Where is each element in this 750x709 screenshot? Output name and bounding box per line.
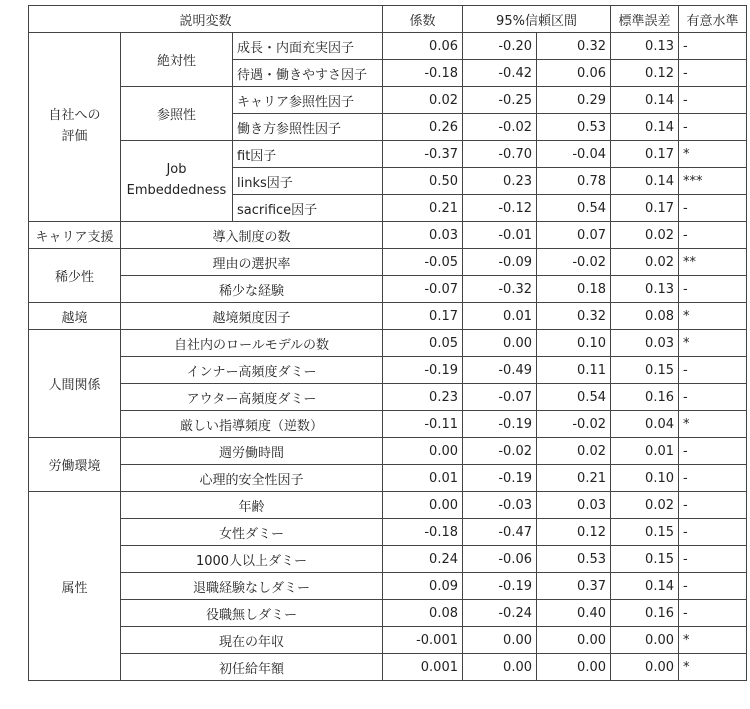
- row-ci-lower: -0.02: [463, 114, 537, 141]
- row-label: 理由の選択率: [121, 249, 383, 276]
- row-ci-upper: 0.32: [537, 33, 611, 60]
- row-sig: -: [679, 465, 747, 492]
- table-row: [29, 330, 747, 357]
- row-coef: -0.11: [383, 411, 463, 438]
- row-label: 現在の年収: [121, 627, 383, 654]
- row-sig: *: [679, 141, 747, 168]
- row-ci-lower: -0.42: [463, 60, 537, 87]
- row-coef: 0.00: [383, 438, 463, 465]
- row-coef: -0.18: [383, 60, 463, 87]
- header-ci: 95%信頼区間: [463, 6, 611, 33]
- group-relations: 人間関係: [29, 330, 121, 438]
- row-sig: **: [679, 249, 747, 276]
- row-label: fit因子: [233, 141, 383, 168]
- row-ci-lower: -0.70: [463, 141, 537, 168]
- row-label: 年齢: [121, 492, 383, 519]
- row-ci-upper: 0.00: [537, 627, 611, 654]
- row-label: 役職無しダミー: [121, 600, 383, 627]
- row-coef: 0.23: [383, 384, 463, 411]
- row-label: インナー高頻度ダミー: [121, 357, 383, 384]
- row-ci-upper: 0.02: [537, 438, 611, 465]
- row-sig: *: [679, 627, 747, 654]
- row-se: 0.14: [611, 87, 679, 114]
- regression-table: [28, 5, 747, 681]
- row-coef: 0.06: [383, 33, 463, 60]
- table-row: [29, 33, 747, 60]
- row-ci-upper: 0.00: [537, 654, 611, 681]
- group-self-eval: [29, 33, 121, 222]
- row-sig: ***: [679, 168, 747, 195]
- row-sig: -: [679, 384, 747, 411]
- row-sig: -: [679, 195, 747, 222]
- row-label: 自社内のロールモデルの数: [121, 330, 383, 357]
- subgroup-job-embeddedness: [121, 141, 233, 222]
- row-coef: 0.00: [383, 492, 463, 519]
- row-ci-lower: -0.02: [463, 438, 537, 465]
- row-se: 0.16: [611, 384, 679, 411]
- row-ci-upper: 0.32: [537, 303, 611, 330]
- row-se: 0.15: [611, 519, 679, 546]
- row-label: アウター高頻度ダミー: [121, 384, 383, 411]
- row-ci-upper: 0.07: [537, 222, 611, 249]
- table-row: [29, 654, 747, 681]
- table-row: [29, 492, 747, 519]
- row-ci-upper: 0.06: [537, 60, 611, 87]
- row-se: 0.08: [611, 303, 679, 330]
- row-coef: 0.26: [383, 114, 463, 141]
- row-coef: -0.07: [383, 276, 463, 303]
- row-sig: -: [679, 60, 747, 87]
- subgroup-reference: 参照性: [121, 87, 233, 141]
- row-se: 0.04: [611, 411, 679, 438]
- row-ci-upper: 0.18: [537, 276, 611, 303]
- table-row: [29, 222, 747, 249]
- row-ci-lower: 0.00: [463, 330, 537, 357]
- regression-table-container: [28, 5, 747, 681]
- table-row: [29, 546, 747, 573]
- row-label: 1000人以上ダミー: [121, 546, 383, 573]
- header-sig: 有意水準: [679, 6, 747, 33]
- row-ci-lower: -0.47: [463, 519, 537, 546]
- row-coef: 0.09: [383, 573, 463, 600]
- row-coef: -0.001: [383, 627, 463, 654]
- row-se: 0.15: [611, 357, 679, 384]
- row-ci-lower: -0.01: [463, 222, 537, 249]
- row-ci-lower: 0.00: [463, 627, 537, 654]
- row-ci-upper: 0.29: [537, 87, 611, 114]
- row-ci-lower: -0.19: [463, 465, 537, 492]
- row-se: 0.10: [611, 465, 679, 492]
- row-ci-upper: 0.53: [537, 546, 611, 573]
- row-se: 0.03: [611, 330, 679, 357]
- table-row: [29, 276, 747, 303]
- row-sig: *: [679, 654, 747, 681]
- row-ci-lower: -0.32: [463, 276, 537, 303]
- subgroup-je-line2: Embeddedness: [126, 183, 227, 198]
- group-attributes: 属性: [29, 492, 121, 681]
- row-label: 成長・内面充実因子: [233, 33, 383, 60]
- row-label: 待遇・働きやすさ因子: [233, 60, 383, 87]
- row-se: 0.16: [611, 600, 679, 627]
- row-se: 0.15: [611, 546, 679, 573]
- row-ci-lower: 0.01: [463, 303, 537, 330]
- row-coef: 0.001: [383, 654, 463, 681]
- row-ci-lower: -0.25: [463, 87, 537, 114]
- group-self-eval-line2: 評価: [61, 129, 88, 144]
- row-label: 退職経験なしダミー: [121, 573, 383, 600]
- table-row: [29, 627, 747, 654]
- row-ci-upper: 0.12: [537, 519, 611, 546]
- row-label: 厳しい指導頻度（逆数）: [121, 411, 383, 438]
- row-coef: 0.17: [383, 303, 463, 330]
- row-label: links因子: [233, 168, 383, 195]
- row-se: 0.12: [611, 60, 679, 87]
- row-coef: 0.24: [383, 546, 463, 573]
- row-se: 0.00: [611, 627, 679, 654]
- row-coef: -0.05: [383, 249, 463, 276]
- row-coef: 0.50: [383, 168, 463, 195]
- row-sig: -: [679, 33, 747, 60]
- row-label: 週労働時間: [121, 438, 383, 465]
- table-row: [29, 141, 747, 168]
- row-ci-upper: 0.54: [537, 384, 611, 411]
- header-row: [29, 6, 747, 33]
- table-row: [29, 438, 747, 465]
- row-se: 0.00: [611, 654, 679, 681]
- row-sig: -: [679, 519, 747, 546]
- row-ci-upper: 0.78: [537, 168, 611, 195]
- table-row: [29, 573, 747, 600]
- header-variable: 説明変数: [29, 6, 383, 33]
- row-ci-upper: 0.21: [537, 465, 611, 492]
- row-se: 0.01: [611, 438, 679, 465]
- row-coef: -0.19: [383, 357, 463, 384]
- row-ci-upper: 0.37: [537, 573, 611, 600]
- group-career-support: キャリア支援: [29, 222, 121, 249]
- table-row: [29, 357, 747, 384]
- row-label: キャリア参照性因子: [233, 87, 383, 114]
- header-se: 標準誤差: [611, 6, 679, 33]
- row-coef: 0.21: [383, 195, 463, 222]
- row-sig: *: [679, 303, 747, 330]
- row-coef: 0.05: [383, 330, 463, 357]
- subgroup-je-line1: Job: [166, 162, 187, 178]
- row-ci-upper: 0.53: [537, 114, 611, 141]
- row-coef: 0.03: [383, 222, 463, 249]
- row-se: 0.02: [611, 222, 679, 249]
- row-se: 0.17: [611, 195, 679, 222]
- row-ci-lower: -0.49: [463, 357, 537, 384]
- row-label: sacrifice因子: [233, 195, 383, 222]
- row-ci-lower: -0.09: [463, 249, 537, 276]
- row-sig: -: [679, 276, 747, 303]
- row-sig: -: [679, 573, 747, 600]
- row-se: 0.13: [611, 276, 679, 303]
- header-coef: 係数: [383, 6, 463, 33]
- row-sig: -: [679, 492, 747, 519]
- row-se: 0.14: [611, 114, 679, 141]
- row-ci-lower: -0.20: [463, 33, 537, 60]
- row-ci-lower: -0.06: [463, 546, 537, 573]
- row-se: 0.13: [611, 33, 679, 60]
- row-label: 稀少な経験: [121, 276, 383, 303]
- group-rarity: 稀少性: [29, 249, 121, 303]
- table-row: [29, 249, 747, 276]
- row-se: 0.14: [611, 168, 679, 195]
- row-sig: -: [679, 546, 747, 573]
- row-ci-upper: 0.11: [537, 357, 611, 384]
- row-ci-upper: -0.02: [537, 411, 611, 438]
- row-coef: 0.02: [383, 87, 463, 114]
- row-sig: -: [679, 438, 747, 465]
- group-boundary: 越境: [29, 303, 121, 330]
- row-coef: -0.37: [383, 141, 463, 168]
- row-ci-lower: -0.19: [463, 411, 537, 438]
- row-ci-lower: -0.24: [463, 600, 537, 627]
- row-se: 0.02: [611, 249, 679, 276]
- row-ci-lower: -0.12: [463, 195, 537, 222]
- row-sig: -: [679, 87, 747, 114]
- row-coef: -0.18: [383, 519, 463, 546]
- row-label: 初任給年額: [121, 654, 383, 681]
- row-label: 女性ダミー: [121, 519, 383, 546]
- row-ci-upper: -0.02: [537, 249, 611, 276]
- table-row: [29, 303, 747, 330]
- row-ci-lower: -0.03: [463, 492, 537, 519]
- row-ci-upper: 0.54: [537, 195, 611, 222]
- row-ci-lower: 0.00: [463, 654, 537, 681]
- row-ci-lower: -0.19: [463, 573, 537, 600]
- table-row: [29, 465, 747, 492]
- row-ci-upper: 0.40: [537, 600, 611, 627]
- row-se: 0.14: [611, 573, 679, 600]
- table-row: [29, 411, 747, 438]
- row-coef: 0.08: [383, 600, 463, 627]
- row-sig: *: [679, 330, 747, 357]
- row-label: 越境頻度因子: [121, 303, 383, 330]
- row-sig: -: [679, 357, 747, 384]
- row-coef: 0.01: [383, 465, 463, 492]
- row-sig: -: [679, 222, 747, 249]
- table-row: [29, 384, 747, 411]
- row-label: 働き方参照性因子: [233, 114, 383, 141]
- row-ci-upper: 0.10: [537, 330, 611, 357]
- row-label: 心理的安全性因子: [121, 465, 383, 492]
- row-sig: *: [679, 411, 747, 438]
- row-ci-lower: -0.07: [463, 384, 537, 411]
- row-sig: -: [679, 600, 747, 627]
- row-ci-lower: 0.23: [463, 168, 537, 195]
- group-self-eval-line1: 自社への: [48, 108, 101, 124]
- row-se: 0.02: [611, 492, 679, 519]
- row-label: 導入制度の数: [121, 222, 383, 249]
- row-ci-upper: -0.04: [537, 141, 611, 168]
- group-work-env: 労働環境: [29, 438, 121, 492]
- table-row: [29, 87, 747, 114]
- subgroup-absolute: 絶対性: [121, 33, 233, 87]
- row-ci-upper: 0.03: [537, 492, 611, 519]
- row-se: 0.17: [611, 141, 679, 168]
- row-sig: -: [679, 114, 747, 141]
- table-row: [29, 600, 747, 627]
- table-row: [29, 519, 747, 546]
